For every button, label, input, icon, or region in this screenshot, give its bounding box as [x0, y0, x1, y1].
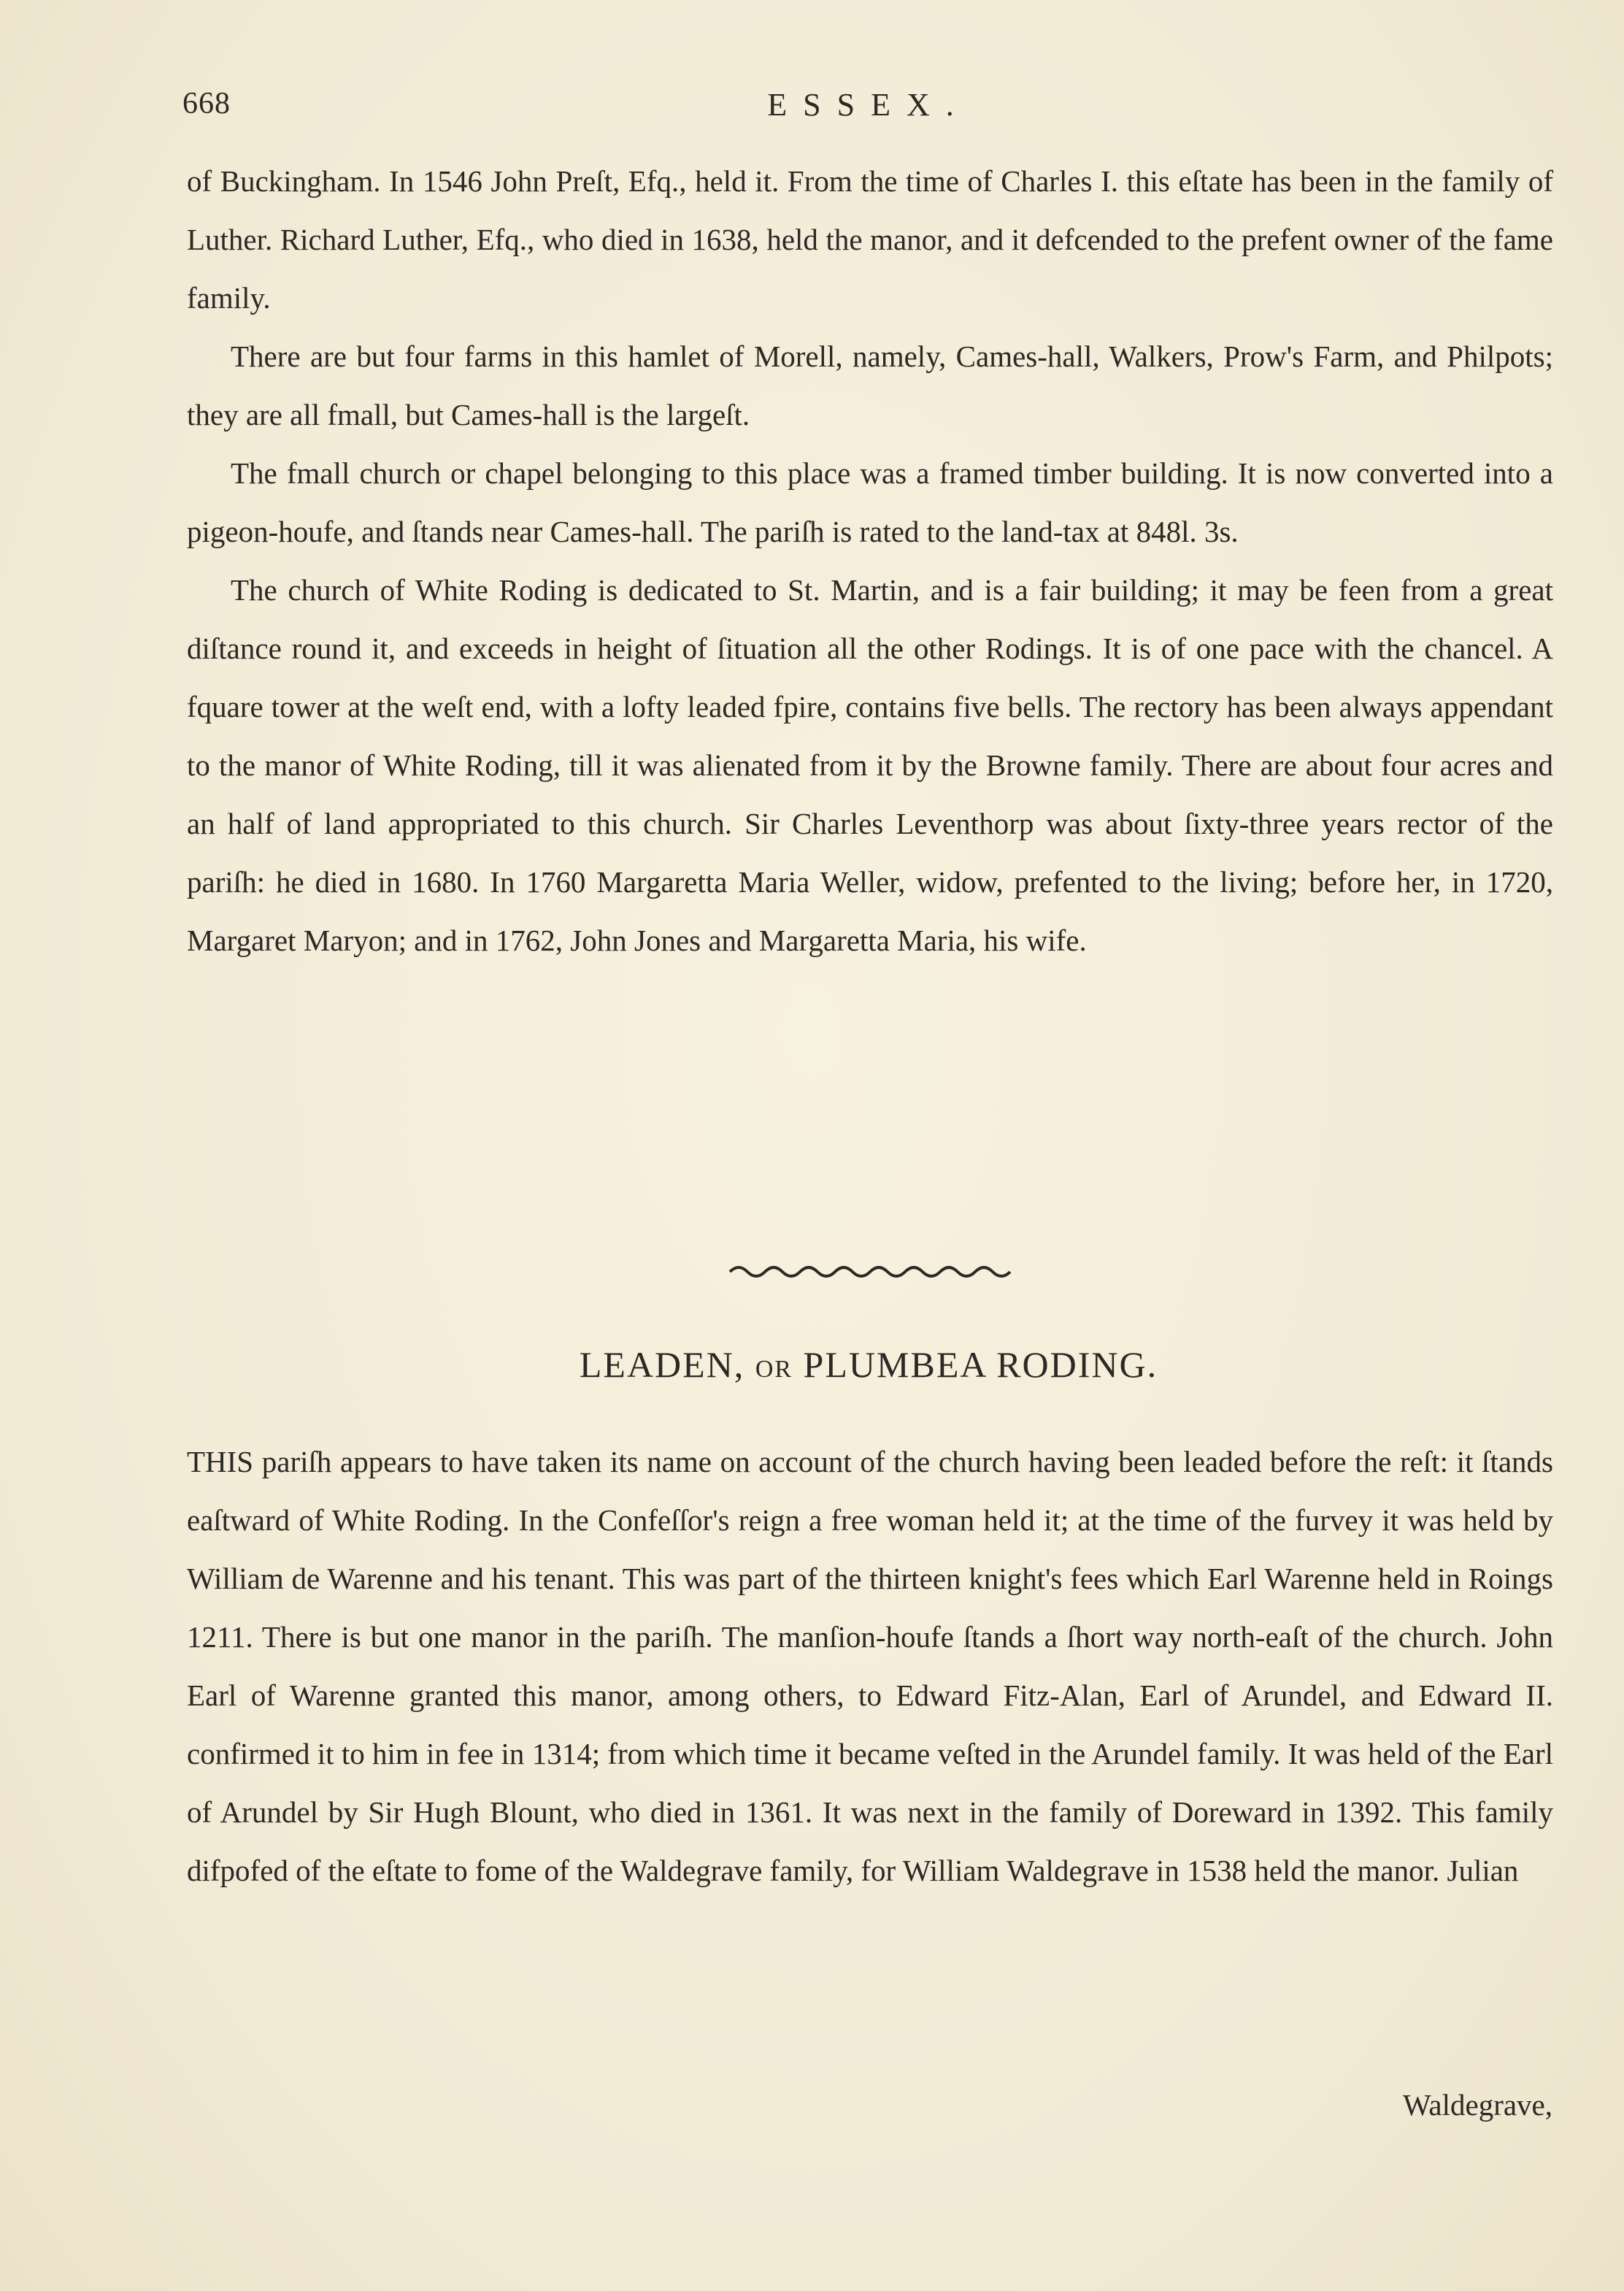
section-title-connector: OR	[755, 1356, 793, 1383]
paragraph: The fmall church or chapel belonging to this place was a framed timber building. It is now converted into a pigeon-houfe, and ſtands near Cames-hall. The pariſh is rated to the land-tax at 848l. 3s.	[187, 456, 1553, 548]
section-divider-ornament	[723, 1256, 1015, 1285]
section-title-part-2: PLUMBEA RODING.	[803, 1344, 1158, 1385]
text-block-white-roding	[187, 152, 1553, 970]
paragraph: There are but four farms in this hamlet of Morell, namely, Cames-hall, Walkers, Prow's Farm, and Philpots; they are all fmall, but Cames-hall is the largeſt.	[187, 339, 1553, 431]
paragraph: THIS pariſh appears to have taken its name on account of the church having been leaded before the reſt: it ſtands eaſtward of White Roding. In the Confeſſor's reign a free woman held it; at the time of the furvey it was held by William de Warenne and his tenant. This was part of the thirteen knight's fees which Earl Warenne held in Roings 1211. There is but one manor in the pariſh. The manſion-houfe ſtands a ſhort way north-eaſt of the church. John Earl of Warenne granted this manor, among others, to Edward Fitz-Alan, Earl of Arundel, and Edward II. confirmed it to him in fee in 1314; from which time it became veſted in the Arundel family. It was held of the Earl of Arundel by Sir Hugh Blount, who died in 1361. It was next in the family of Doreward in 1392. This family difpofed of the eſtate to fome of the Waldegrave family, for William Waldegrave in 1538 held the manor. Julian	[187, 1445, 1553, 1887]
paragraph: of Buckingham. In 1546 John Preſt, Efq., held it. From the time of Charles I. this eſtate has been in the family of Luther. Richard Luther, Efq., who died in 1638, held the manor, and it defcended to the prefent owner of the fame family.	[187, 164, 1553, 315]
paragraph: The church of White Roding is dedicated to St. Martin, and is a fair building; it may be feen from a great diſtance round it, and exceeds in height of ſituation all the other Rodings. It is of one pace with the chancel. A fquare tower at the weſt end, with a lofty leaded fpire, contains five bells. The rectory has been always appendant to the manor of White Roding, till it was alienated from it by the Browne family. There are about four acres and an half of land appropriated to this church. Sir Charles Leventhorp was about ſixty-three years rector of the pariſh: he died in 1680. In 1760 Margaretta Maria Weller, widow, prefented to the living; before her, in 1720, Margaret Maryon; and in 1762, John Jones and Margaretta Maria, his wife.	[187, 573, 1553, 957]
section-title-part-1: LEADEN,	[579, 1344, 745, 1385]
page-number: 668	[182, 87, 231, 120]
running-head: ESSEX.	[767, 87, 970, 123]
catchword: Waldegrave,	[1403, 2088, 1552, 2122]
page-header	[182, 86, 1555, 137]
section-title	[182, 1343, 1555, 1386]
text-block-leaden-roding	[187, 1432, 1553, 1900]
